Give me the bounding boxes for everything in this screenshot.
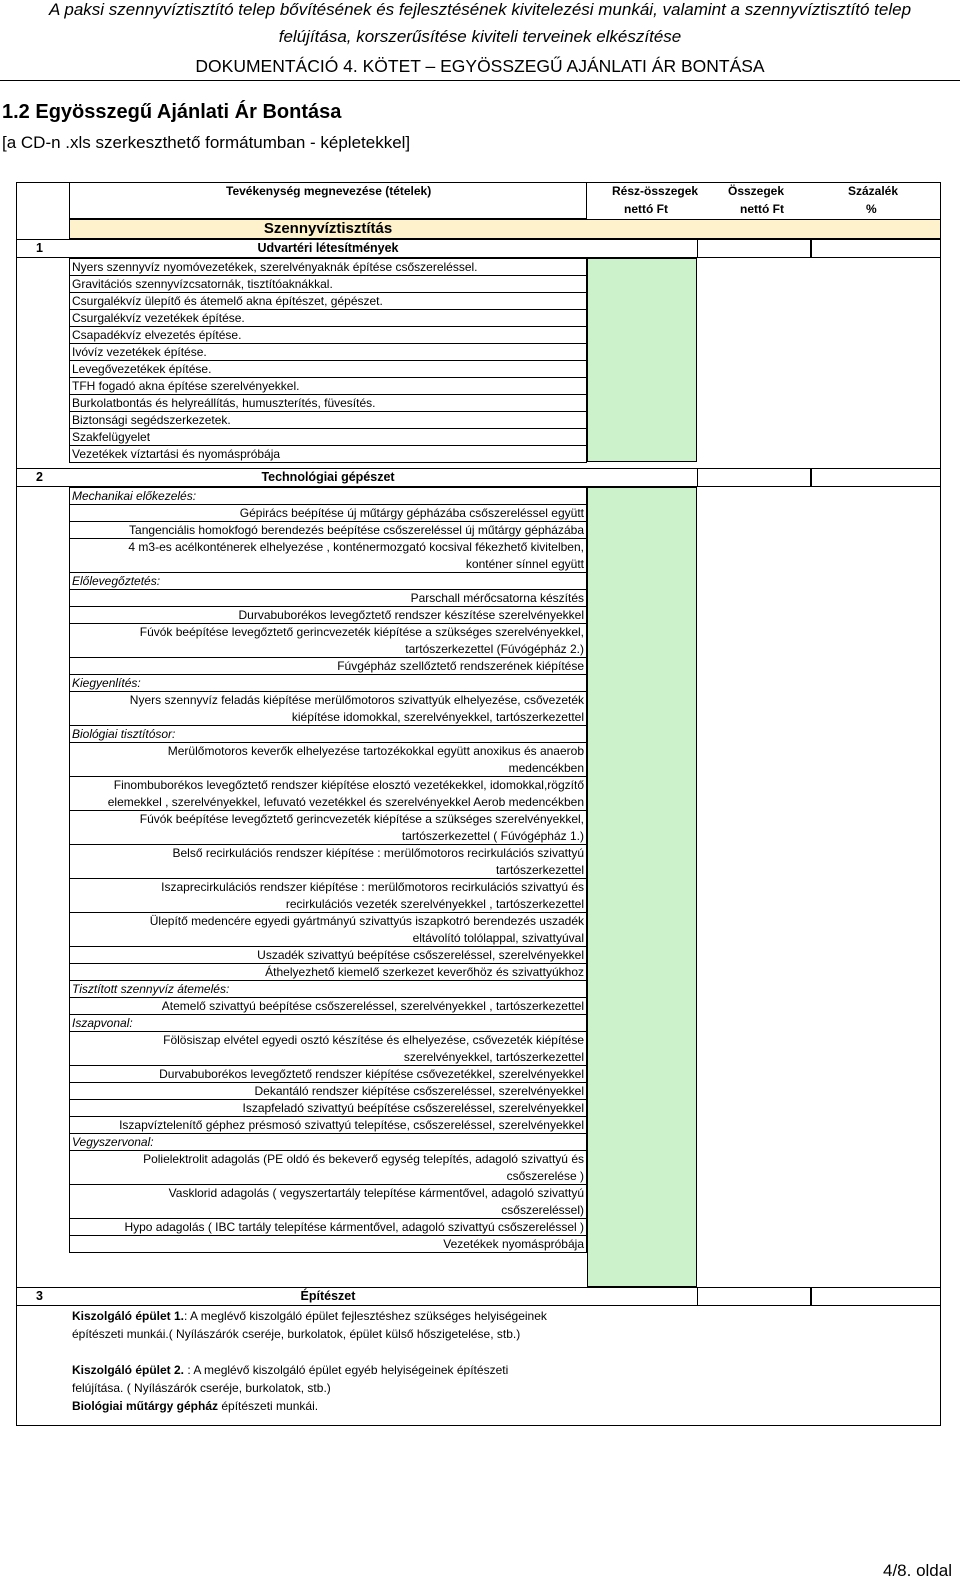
s1-item-label: Gravitációs szennyvízcsatornák, tisztítóaknákkal. bbox=[72, 277, 333, 291]
col-activity: Tevékenység megnevezése (tételek) bbox=[226, 184, 432, 198]
s1-item-label: Csurgalékvíz vezetékek építése. bbox=[72, 311, 245, 325]
s3-paragraph-2-line-1 bbox=[72, 1363, 508, 1377]
s2-item-label: Uszadék szivattyú beépítése csőszereléssel, szerelvényekkel bbox=[257, 948, 584, 962]
s2-item-label-line-2: tartószerkezettel (Fúvógépház 2.) bbox=[405, 642, 584, 656]
s2-group-heading: Mechanikai előkezelés: bbox=[72, 489, 197, 503]
s2-item-label-line-2: csőszereléssel) bbox=[501, 1203, 584, 1217]
section-1-number: 1 bbox=[36, 241, 43, 255]
s3-p3-bold: Biológiai műtárgy gépház bbox=[72, 1399, 219, 1413]
col-percent-unit: % bbox=[866, 202, 877, 216]
page-subtitle: [a CD-n .xls szerkeszthető formátumban - képletekkel] bbox=[2, 133, 411, 152]
s3-p2-rest: : A meglévő kiszolgáló épület egyéb helyiségeinek építészeti bbox=[184, 1363, 509, 1377]
s2-item-label-line-1: Merülőmotoros keverők elhelyezése tartozékokkal együtt anoxikus és anaerob bbox=[167, 744, 584, 758]
s2-item-label: Hypo adagolás ( IBC tartály telepítése kármentővel, adagoló szivattyú csőszereléssel ) bbox=[124, 1220, 584, 1234]
price-table bbox=[16, 182, 941, 1426]
header-line-2: felújítása, korszerűsítése kiviteli terveinek elkészítése bbox=[278, 27, 682, 46]
section-3-title: Építészet bbox=[300, 1289, 356, 1303]
s3-p1-rest: : A meglévő kiszolgáló épület fejlesztéshez szükséges helyiségeinek bbox=[184, 1309, 547, 1323]
s1-item-label: Csurgalékvíz ülepítő és átemelő akna építészet, gépészet. bbox=[72, 294, 383, 308]
s3-paragraph-1-line-2: építészeti munkái.( Nyílászárók cseréje, burkolatok, épület külső hőszigetelése, stb.) bbox=[72, 1327, 521, 1341]
col-percent: Százalék bbox=[848, 184, 899, 198]
section-3-number: 3 bbox=[36, 1289, 43, 1303]
s2-item-label: Gépirács beépítése új műtárgy gépházába csőszereléssel együtt bbox=[239, 506, 584, 520]
header-rule bbox=[0, 80, 960, 81]
section-3-percent-cell[interactable] bbox=[811, 1287, 941, 1306]
section-2-percent-cell[interactable] bbox=[811, 468, 941, 487]
s2-item-label-line-2: csőszerelése ) bbox=[506, 1169, 584, 1183]
s3-p1-bold: Kiszolgáló épület 1. bbox=[72, 1309, 185, 1323]
s2-item-label-line-1: Polielektrolit adagolás (PE oldó és bekeverő egység telepítés, adagoló szivattyú és bbox=[143, 1152, 584, 1166]
s1-item-label: Burkolatbontás és helyreállítás, humuszterítés, füvesítés. bbox=[72, 396, 376, 410]
s2-item-label-line-1: Ülepítő medencére egyedi gyártmányú szivattyús iszapkotró berendezés uszadék bbox=[149, 914, 584, 928]
s2-group-heading: Tisztított szennyvíz átemelés: bbox=[72, 982, 230, 996]
s2-item-label-line-1: Finombuborékos levegőztető rendszer kiépítése elosztó vezetékekkel, idomokkal,rögzítő bbox=[113, 778, 584, 792]
s1-item-label: Levegővezetékek építése. bbox=[72, 362, 212, 376]
s2-item-label: Atemelő szivattyú beépítése csőszereléssel, szerelvényekkel , tartószerkezettel bbox=[161, 999, 584, 1013]
col-total-unit: nettó Ft bbox=[740, 202, 784, 216]
s2-item-label: Durvabuborékos levegőztető rendszer készítése szerelvényekkel bbox=[238, 608, 584, 622]
s2-item-label: Iszapfeladó szivattyú beépítése csőszereléssel, szerelvényekkel bbox=[242, 1101, 584, 1115]
section-1-partial-input[interactable] bbox=[587, 258, 697, 462]
s3-paragraph-3 bbox=[72, 1399, 318, 1413]
s1-item-label: Nyers szennyvíz nyomóvezetékek, szerelvényaknák építése csőszereléssel. bbox=[72, 260, 478, 274]
s2-item-label-line-2: szerelvényekkel, tartószerkezettel bbox=[403, 1050, 584, 1064]
s2-item-label: Vezetékek nyomáspróbája bbox=[443, 1237, 584, 1251]
s2-item-label-line-1: 4 m3-es acélkonténerek elhelyezése , konténermozgató kocsival fékezhető kivitelben, bbox=[128, 540, 584, 554]
header-line-1: A paksi szennyvíztisztító telep bővítésének és fejlesztésének kivitelezési munkái, valamint a szennyvíztisztító telep bbox=[48, 0, 912, 19]
col-partial: Rész-összegek bbox=[612, 184, 699, 198]
s2-item-label-line-2: tartószerkezettel ( Fúvógépház 1.) bbox=[401, 829, 584, 843]
main-section-title: Szennyvíztisztítás bbox=[263, 220, 393, 237]
header-line-3: DOKUMENTÁCIÓ 4. KÖTET – EGYÖSSZEGŰ AJÁNLATI ÁR BONTÁSA bbox=[195, 56, 765, 76]
s2-group-heading-row bbox=[69, 1014, 587, 1032]
s1-item-label: Biztonsági segédszerkezetek. bbox=[72, 413, 231, 427]
s2-item-label-line-2: recirkulációs vezeték szerelvényekkel , tartószerkezettel bbox=[285, 897, 584, 911]
col-partial-unit: nettó Ft bbox=[624, 202, 668, 216]
s2-item-label: Áthelyezhető kiemelő szerkezet keverőhöz és szivattyúkhoz bbox=[265, 965, 584, 979]
section-2-total-cell[interactable] bbox=[697, 468, 811, 487]
s1-item-label: Szakfelügyelet bbox=[72, 430, 151, 444]
s3-p3-rest: építészeti munkái. bbox=[218, 1399, 319, 1413]
s2-group-heading: Biológiai tisztítósor: bbox=[72, 727, 176, 741]
s3-p2-bold: Kiszolgáló épület 2. bbox=[72, 1363, 185, 1377]
s2-group-heading: Előlevegőztetés: bbox=[72, 574, 161, 588]
s2-item-label-line-2: medencékben bbox=[508, 761, 584, 775]
s1-item-label: Ivóvíz vezetékek építése. bbox=[72, 345, 207, 359]
s2-item-label-line-2: elemekkel , szerelvényekkel, lefuvató vezetékkel és szerelvényekkel Aerob medencékben bbox=[107, 795, 584, 809]
s2-group-heading: Kiegyenlítés: bbox=[72, 676, 141, 690]
s2-item-label: Durvabuborékos levegőztető rendszer kiépítése csővezetékkel, szerelvényekkel bbox=[159, 1067, 584, 1081]
s2-item-label-line-1: Fúvók beépítése levegőztető gerincvezeték kiépítése a szükséges szerelvényekkel, bbox=[139, 625, 584, 639]
section-1-percent-cell[interactable] bbox=[811, 239, 941, 258]
s2-item-label: Parschall mérőcsatorna készítés bbox=[410, 591, 584, 605]
s2-item-label-line-1: Fölösiszap elvétel egyedi osztó készítése és elhelyezése, csővezeték kiépítése bbox=[163, 1033, 584, 1047]
s2-item-label-line-2: kiépítése idomokkal, szerelvényekkel, tartószerkezettel bbox=[291, 710, 584, 724]
s2-item-label: Dekantáló rendszer kiépítése csőszereléssel, szerelvényekkel bbox=[254, 1084, 584, 1098]
s2-item-label-line-2: eltávolító tolólappal, szivattyúval bbox=[412, 931, 584, 945]
section-1-title: Udvartéri létesítmények bbox=[257, 241, 399, 255]
s2-item-label-line-1: Fúvók beépítése levegőztető gerincvezeték kiépítése a szükséges szerelvényekkel, bbox=[139, 812, 584, 826]
page-title: 1.2 Egyösszegű Ajánlati Ár Bontása bbox=[2, 101, 342, 123]
s2-item-label-line-1: Vasklorid adagolás ( vegyszertartály telepítése kármentővel, adagoló szivattyú bbox=[168, 1186, 584, 1200]
s2-group-heading: Vegyszervonal: bbox=[72, 1135, 154, 1149]
s1-item-label: TFH fogadó akna építése szerelvényekkel. bbox=[72, 379, 300, 393]
s2-group-heading-row bbox=[69, 674, 587, 692]
s3-paragraph-2-line-2: felújítása. ( Nyílászárók cseréje, burkolatok, stb.) bbox=[72, 1381, 331, 1395]
s3-paragraph-1-line-1 bbox=[72, 1309, 547, 1323]
section-1-total-cell[interactable] bbox=[697, 239, 811, 258]
s2-item-label-line-2: tartószerkezettel bbox=[495, 863, 584, 877]
s1-item-label: Csapadékvíz elvezetés építése. bbox=[72, 328, 242, 342]
section-2-partial-input[interactable] bbox=[587, 487, 697, 1287]
s2-item-label-line-2: konténer sínnel együtt bbox=[465, 557, 584, 571]
s2-item-label: Fúvgépház szellőztető rendszerének kiépítése bbox=[337, 659, 584, 673]
s2-group-heading: Iszapvonal: bbox=[72, 1016, 133, 1030]
s2-item-label: Iszapvíztelenítő géphez présmosó szivattyú telepítése, csőszereléssel, szerelvényekkel bbox=[119, 1118, 584, 1132]
s2-item-label-line-1: Iszaprecirkulációs rendszer kiépítése : merülőmotoros recirkulációs szivattyú és bbox=[161, 880, 584, 894]
s2-item-label-line-1: Belső recirkulációs rendszer kiépítése : merülőmotoros recirkulációs szivattyú bbox=[172, 846, 584, 860]
col-total: Összegek bbox=[728, 184, 785, 198]
page-footer: 4/8. oldal bbox=[883, 1561, 952, 1580]
section-2-number: 2 bbox=[36, 470, 43, 484]
s2-item-label-line-1: Nyers szennyvíz feladás kiépítése merülőmotoros szivattyúk elhelyezése, csővezeték bbox=[129, 693, 584, 707]
s1-item-label: Vezetékek víztartási és nyomáspróbája bbox=[72, 447, 281, 461]
section-2-title: Technológiai gépészet bbox=[261, 470, 395, 484]
section-3-total-cell[interactable] bbox=[697, 1287, 811, 1306]
s2-item-label: Tangenciális homokfogó berendezés beépítése csőszereléssel új műtárgy gépházába bbox=[129, 523, 584, 537]
